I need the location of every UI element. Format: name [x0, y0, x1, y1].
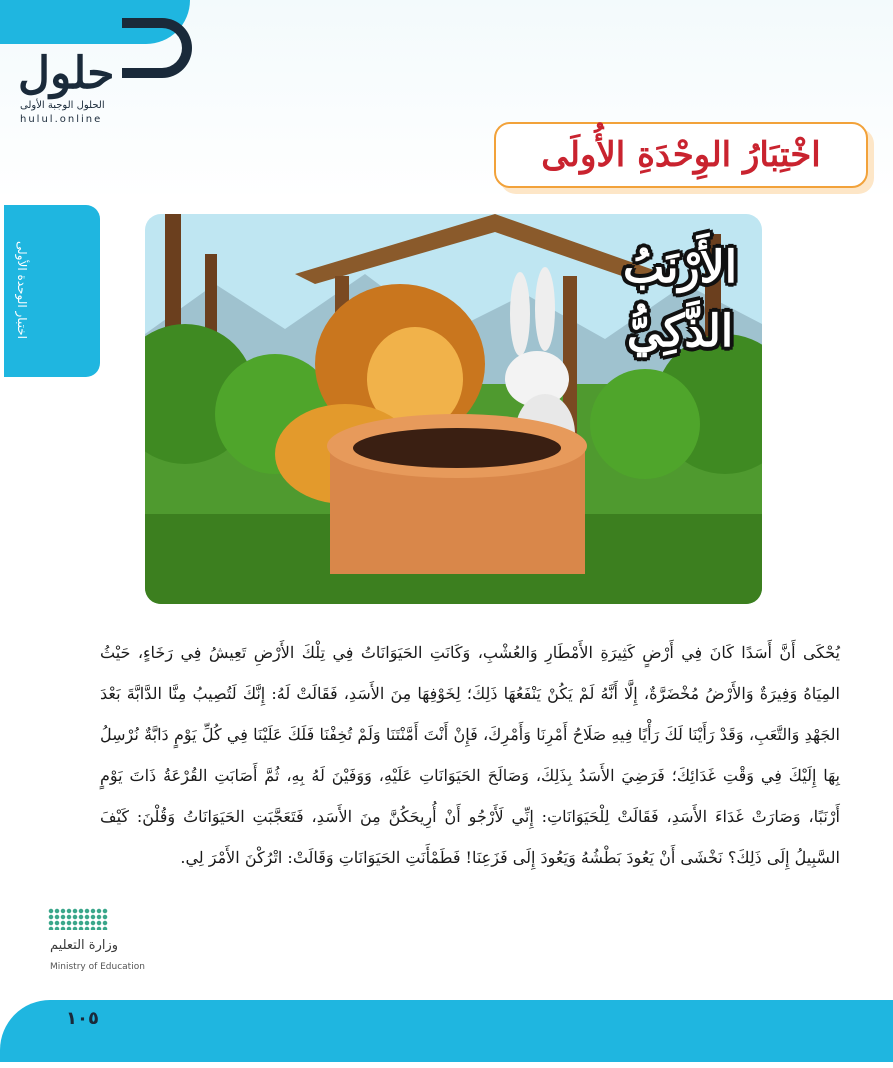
ministry-name-ar: وزارة التعليم [50, 938, 119, 953]
ministry-dots-icon [48, 908, 108, 930]
bottom-bar [0, 1000, 893, 1062]
bush-mid-right [590, 369, 700, 479]
hulul-logo[interactable] [14, 8, 174, 128]
section-title-box [494, 122, 868, 188]
story-title-line-2: الذَّكِيُّ [626, 306, 734, 357]
logo-shape [122, 18, 192, 78]
section-title: اخْتِبَارُ الوِحْدَةِ الأُولَى [541, 135, 821, 175]
ministry-name-en: Ministry of Education [50, 962, 145, 972]
rabbit-ear-left [510, 272, 530, 356]
side-tab-label: اختبار الوحدة الأولى [15, 241, 29, 339]
story-title-line-1: الأَرْنَبُ [622, 242, 738, 293]
story-title [600, 236, 760, 364]
logo-tagline: الحلول الوجبة الأولى [20, 100, 105, 111]
rabbit-ear-right [535, 267, 555, 351]
page-number: ١٠٥ [66, 1008, 99, 1029]
logo-url: hulul.online [20, 114, 103, 125]
ministry-logo [44, 908, 164, 998]
logo-name: حلول [18, 48, 115, 99]
story-paragraph: يُحْكَى أَنَّ أَسَدًا كَانَ فِي أَرْضٍ كَثِيرَةِ الأَمْطَارِ وَالعُشْبِ، وَكَانَتِ الحَيَوَانَاتُ فِي تِلْكَ الأَرْضِ تَعِيشُ فِي رَخَاءٍ، حَيْثُ المِيَاهُ وَفِيرَةٌ وَالأَرْضُ مُخْضَرَّةٌ، إِلَّا أَنَّهُ لَمْ يَكُنْ يَنْفَعُهَا ذَلِكَ؛ لِخَوْفِهَا مِنَ الأَسَدِ، فَقَالَتْ لَهُ: إِنَّكَ لَتُصِيبُ مِنَّا الدَّابَّةَ بَعْدَ الجَهْدِ وَالتَّعَبِ، وَقَدْ رَأَيْنَا لَكَ رَأْيًا فِيهِ صَلَاحُ أَمْرِنَا وَأَمْرِكَ، فَإِنْ أَنْتَ أَمَّنْتَنَا وَلَمْ تُخِفْنَا فَلَكَ عَلَيْنَا فِي كُلِّ يَوْمٍ دَابَّةٌ نُرْسِلُ بِهَا إِلَيْكَ فِي وَقْتِ غَدَائِكَ؛ فَرَضِيَ الأَسَدُ بِذَلِكَ، وَصَالَحَ الحَيَوَانَاتِ عَلَيْهِ، وَوَفَيْنَ لَهُ بِهِ، ثُمَّ أَصَابَتِ القُرْعَةُ ذَاتَ يَوْمٍ أَرْنَبًا، وَصَارَتْ غَدَاءَ الأَسَدِ، فَقَالَتْ لِلْحَيَوَانَاتِ: إِنِّي لَأَرْجُو أَنْ أُرِيحَكُنَّ مِنَ الأَسَدِ، فَتَعَجَّبَتِ الحَيَوَانَاتُ وَقُلْنَ: كَيْفَ السَّبِيلُ إِلَى ذَلِكَ؟ نَخْشَى أَنْ يَعُودَ بَطْشُهُ وَيَعُودَ إِلَى فَزَعِنَا! فَطَمْأَنَتِ الحَيَوَانَاتِ وَقَالَتْ: اتْرُكْنَ الأَمْرَ لِي. [100, 643, 841, 867]
well-opening [353, 428, 561, 468]
